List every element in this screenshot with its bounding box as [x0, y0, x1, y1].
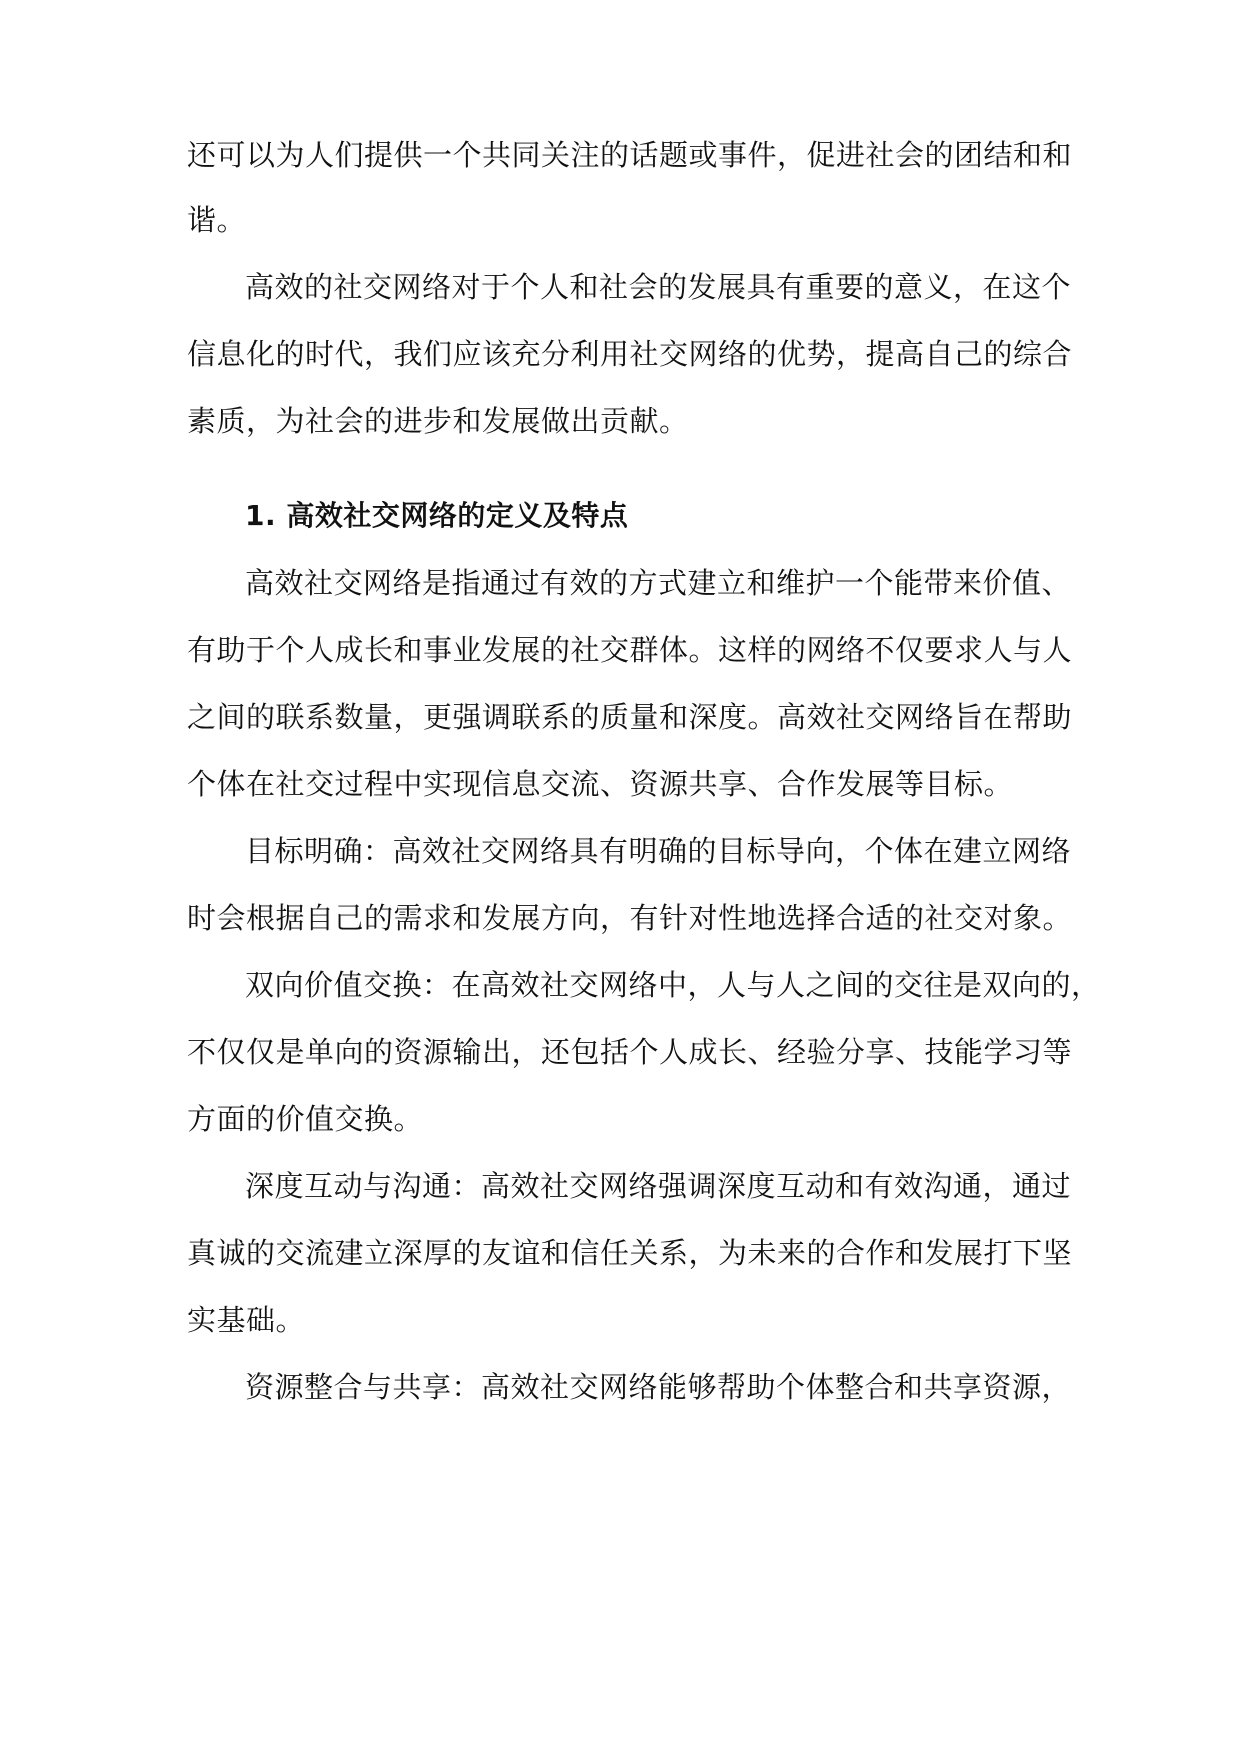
text-line: 高效的社交网络对于个人和社会的发展具有重要的意义，在这个	[245, 270, 1072, 304]
text-line: 谐。	[187, 203, 247, 237]
text-line: 深度互动与沟通：高效社交网络强调深度互动和有效沟通，通过	[245, 1169, 1072, 1203]
text-line: 有助于个人成长和事业发展的社交群体。这样的网络不仅要求人与人	[187, 633, 1073, 667]
text-line: 双向价值交换：在高效社交网络中，人与人之间的交往是双向的，	[245, 968, 1101, 1002]
text-line: 个体在社交过程中实现信息交流、资源共享、合作发展等目标。	[187, 767, 1014, 801]
text-line: 之间的联系数量，更强调联系的质量和深度。高效社交网络旨在帮助	[187, 700, 1073, 734]
text-line: 素质，为社会的进步和发展做出贡献。	[187, 404, 689, 438]
text-line: 还可以为人们提供一个共同关注的话题或事件，促进社会的团结和和	[187, 138, 1073, 172]
text-line: 不仅仅是单向的资源输出，还包括个人成长、经验分享、技能学习等	[187, 1035, 1073, 1069]
text-line: 目标明确：高效社交网络具有明确的目标导向，个体在建立网络	[245, 834, 1072, 868]
text-line: 实基础。	[187, 1303, 306, 1337]
section-heading: 1. 高效社交网络的定义及特点	[245, 499, 629, 532]
text-line: 高效社交网络是指通过有效的方式建立和维护一个能带来价值、	[245, 566, 1072, 600]
text-line: 时会根据自己的需求和发展方向，有针对性地选择合适的社交对象。	[187, 901, 1073, 935]
text-line: 信息化的时代，我们应该充分利用社交网络的优势，提高自己的综合	[187, 337, 1073, 371]
text-line: 真诚的交流建立深厚的友谊和信任关系，为未来的合作和发展打下坚	[187, 1236, 1073, 1270]
text-line: 资源整合与共享：高效社交网络能够帮助个体整合和共享资源，	[245, 1370, 1072, 1404]
text-line: 方面的价值交换。	[187, 1102, 424, 1136]
